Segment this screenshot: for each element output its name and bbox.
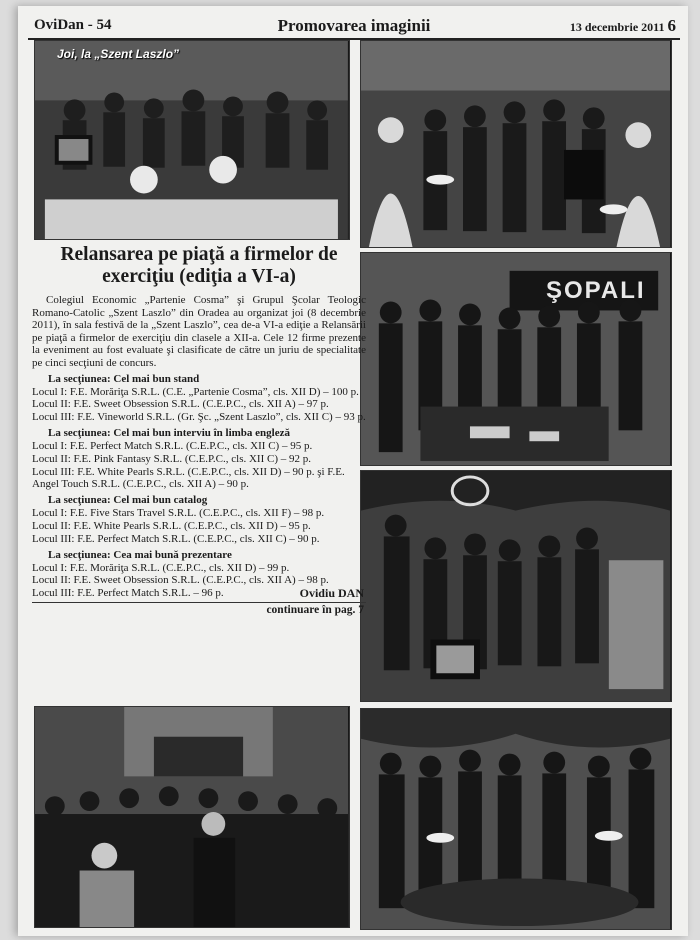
result-entry: Locul III: F.E. Perfect Match S.R.L. (C.E.P.C., cls. XII C) – 90 p.: [32, 532, 320, 545]
last-entry-row: [32, 587, 366, 600]
page-number: 6: [667, 16, 676, 35]
photo-caption: Joi, la „Szent Laszlo”: [57, 47, 180, 61]
result-entry: Locul I: F.E. Perfect Match S.R.L. (C.E.P.C., cls. XII C) – 95 p.: [32, 439, 313, 452]
section-heading: La secţiunea: Cel mai bun stand: [48, 372, 200, 385]
photo-crowd-illustration: [361, 709, 670, 929]
photo-crowd-illustration: [361, 471, 670, 701]
photo-stand-1: [34, 40, 350, 240]
photo-crowd-illustration: [361, 41, 670, 247]
section-best-catalog: [32, 494, 366, 545]
result-entry: Locul II: F.E. Sweet Obsession S.R.L. (C.E.P.C., cls. XII A) – 97 p.: [32, 398, 329, 411]
section-title: Promovarea imaginii: [277, 16, 431, 35]
result-entry: Locul III: F.E. Vineworld S.R.L. (Gr. Şc. „Szent Laszlo”, cls. XII C) – 93 p.: [32, 411, 366, 424]
page-header: [28, 14, 680, 40]
continued-link[interactable]: continuare în pag. 7: [32, 602, 366, 617]
result-entry: Locul I: F.E. Five Stars Travel S.R.L. (C.E.P.C., cls. XII F) – 98 p.: [32, 507, 325, 520]
section-heading: La secţiunea: Cea mai bună prezentare: [48, 548, 232, 561]
result-entry: Locul II: F.E. White Pearls S.R.L. (C.E.P.C., cls. XII D) – 95 p.: [32, 519, 311, 532]
article: [32, 244, 366, 617]
newspaper-page: [18, 6, 688, 936]
section-heading: La secţiunea: Cel mai bun catalog: [48, 494, 208, 507]
section-best-stand: [32, 373, 366, 424]
photo-stand-3: [360, 252, 672, 466]
publication-name: OviDan - 54: [34, 17, 112, 33]
result-entry: Locul II: F.E. Sweet Obsession S.R.L. (C.E.P.C., cls. XII A) – 98 p.: [32, 574, 329, 587]
section-heading: La secţiunea: Cel mai bun interviu în limba engleză: [48, 426, 290, 439]
section-best-interview: [32, 427, 366, 491]
result-entry: Locul III: F.E. Perfect Match S.R.L. – 96 p.: [32, 587, 224, 600]
article-author: Ovidiu DAN: [299, 586, 364, 601]
result-entry: Locul I: F.E. Morăriţa S.R.L. (C.E. „Partenie Cosma”, cls. XII D) – 100 p.: [32, 385, 359, 398]
photo-audience: [34, 706, 350, 928]
photo-stand-4: [360, 470, 672, 702]
photo-crowd-illustration: [35, 707, 348, 927]
photo-stand-2: [360, 40, 672, 248]
photo-stand-5: [360, 708, 672, 930]
result-entry: Locul III: F.E. White Pearls S.R.L. (C.E.P.C., cls. XII D) – 90 p. şi F.E. Angel Touch S.R.L. (C.E.P.C., cls. XII A) – 90 p.: [32, 465, 345, 491]
result-entry: Locul I: F.E. Morăriţa S.R.L. (C.E.P.C., cls. XII D) – 99 p.: [32, 561, 290, 574]
section-best-presentation: [32, 549, 366, 601]
result-entry: Locul II: F.E. Pink Fantasy S.R.L. (C.E.P.C., cls. XII C) – 92 p.: [32, 452, 312, 465]
article-title: Relansarea pe piaţă a firmelor de exerciţiu (ediţia a VI-a): [60, 244, 338, 287]
article-intro: Colegiul Economic „Partenie Cosma” şi Grupul Şcolar Teologic Romano-Catolic „Szent Laszlo” din Oradea au organizat joi (8 decembrie 2011), în sala festivă de la „Szent Laszlo”, cea de-a VI-a ediţie a Relansării pe piaţă a firmelor de exerciţiu din clasele a XII-a. Cele 12 firme prezente la eveniment au fost evaluate şi clasificate de către un juriu de specialitate pe cinci secţiuni de concurs.: [32, 294, 366, 369]
issue-date: 13 decembrie 2011 6: [569, 16, 676, 35]
photo-crowd-illustration: [35, 41, 348, 239]
banner-text: ŞOPALI: [546, 277, 646, 304]
